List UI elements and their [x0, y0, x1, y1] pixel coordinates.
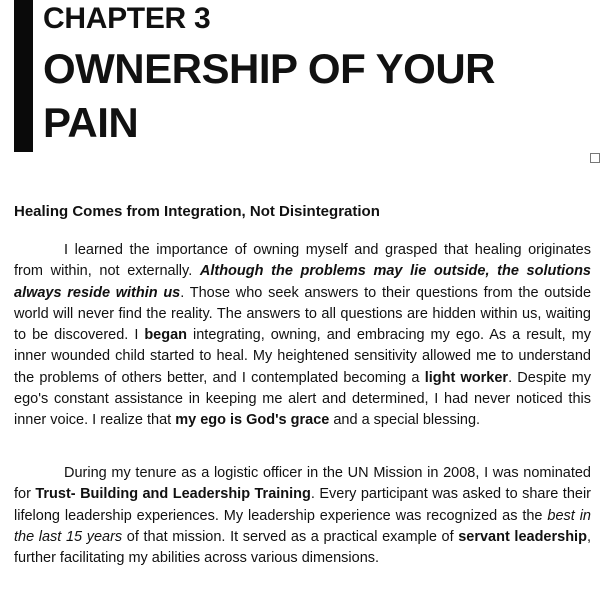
paragraph-2 — [14, 463, 591, 569]
paragraph-1 — [14, 240, 591, 432]
paragraph-1-text: integrating, owning, and embracing my ego. As a result, my inner wounded child started to heal. My heightened sensitivity allowed me to understand the problems of others better, and I contemplated becoming a — [14, 327, 591, 386]
chapter-title-line-1: OWNERSHIP OF YOUR — [43, 45, 496, 92]
emphasis-ego-grace: my ego is God's grace — [175, 412, 330, 429]
paragraph-2-text: . Every participant was asked to share their lifelong leadership experiences. My leadership experience was recognized as the — [14, 486, 591, 524]
text-boundary-marker — [590, 153, 600, 163]
paragraph-1-text: and a special blessing. — [329, 412, 481, 429]
paragraph-1-text: . Those who seek answers to their questions from the outside world will never find the reality. The answers to all questions are hidden within us, waiting to be discovered. I — [14, 284, 592, 344]
emphasis-best-years: best in the last 15 years — [14, 507, 591, 545]
emphasis-light-worker: light worker — [424, 369, 509, 386]
emphasis-servant-leadership: servant leadership — [458, 528, 587, 545]
emphasis-training: Trust- Building and Leadership Training — [35, 486, 311, 503]
chapter-title — [43, 42, 495, 150]
emphasis-began: began — [144, 327, 188, 344]
paragraph-2-text: of that mission. It served as a practical example of — [122, 528, 459, 545]
paragraph-2-text: During my tenure as a logistic officer in the UN Mission in 2008, I was nominated for — [14, 465, 591, 503]
paragraph-1-text: I learned the importance of owning myself and grasped that healing originates from within, not externally. — [14, 242, 591, 280]
chapter-number: CHAPTER 3 — [43, 2, 211, 35]
section-heading: Healing Comes from Integration, Not Disintegration — [14, 203, 380, 220]
paragraph-1-text: . Despite my ego's constant assistance in keeping me alert and determined, I had never noticed this inner voice. I realize that — [14, 369, 591, 429]
paragraph-2-text: , further facilitating my abilities across various dimensions. — [14, 528, 591, 567]
chapter-title-line-2: PAIN — [43, 99, 139, 146]
chapter-side-bar — [14, 0, 33, 152]
emphasis-solutions-within: Although the problems may lie outside, the solutions always reside within us — [14, 263, 591, 301]
chapter-header — [14, 0, 574, 152]
